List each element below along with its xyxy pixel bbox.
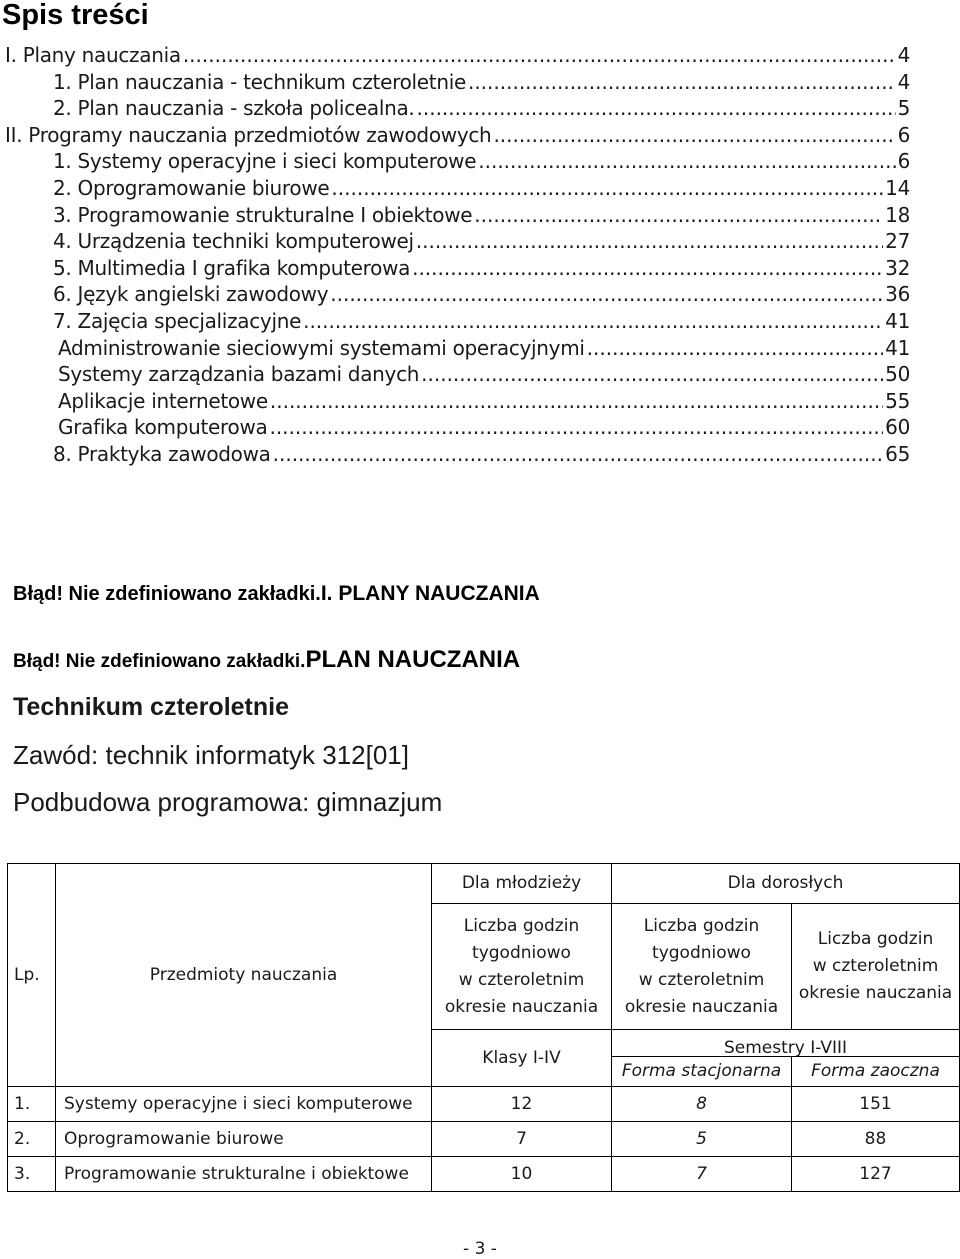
toc-entry-page: 41	[885, 308, 910, 333]
header-adults: Dla dorosłych	[612, 864, 960, 904]
toc-entry-label: 7. Zajęcia specjalizacyjne	[53, 308, 302, 333]
toc-entry[interactable]	[5, 388, 910, 415]
toc-entry-label: 2. Oprogramowanie biurowe	[53, 175, 330, 200]
school-type-heading: Technikum czteroletnie	[13, 693, 289, 721]
toc-entry[interactable]	[5, 202, 910, 229]
toc-entry-label: 8. Praktyka zawodowa	[53, 441, 271, 466]
row-youth-hours: 10	[432, 1157, 612, 1192]
toc-dot-leader	[468, 69, 896, 96]
toc-entry[interactable]	[5, 441, 910, 468]
header-form-day: Forma stacjonarna	[612, 1057, 792, 1087]
toc-dot-leader	[273, 441, 884, 468]
toc-entry-page: 5	[897, 96, 910, 121]
row-extramural-hours: 88	[792, 1122, 960, 1157]
toc-title: Spis treści	[2, 0, 149, 31]
header-subjects: Przedmioty nauczania	[56, 864, 432, 1087]
toc-dot-leader	[270, 388, 883, 415]
header-lp: Lp.	[8, 864, 56, 1087]
section-title-plan: PLAN NAUCZANIA	[305, 646, 521, 673]
toc-entry[interactable]	[5, 148, 910, 175]
toc-entry[interactable]	[5, 122, 910, 149]
toc-entry[interactable]	[5, 228, 910, 255]
toc-dot-leader	[587, 335, 883, 362]
row-lp: 2.	[8, 1122, 56, 1157]
toc-entry-page: 41	[885, 335, 910, 360]
toc-dot-leader	[493, 122, 895, 149]
toc-entry-label: Administrowanie sieciowymi systemami operacyjnymi	[58, 335, 585, 360]
table-of-contents	[5, 42, 910, 468]
toc-dot-leader	[412, 255, 883, 282]
toc-dot-leader	[269, 414, 883, 441]
toc-dot-leader	[478, 148, 895, 175]
toc-entry-page: 55	[885, 388, 910, 413]
toc-entry-label: 6. Język angielski zawodowy	[53, 282, 329, 307]
profession-heading: Zawód: technik informatyk 312[01]	[13, 740, 409, 770]
toc-entry-page: 4	[897, 43, 910, 67]
toc-entry-page: 6	[897, 149, 910, 174]
toc-entry-page: 18	[885, 202, 910, 227]
toc-entry[interactable]	[5, 308, 910, 335]
toc-entry-label: Systemy zarządzania bazami danych	[58, 362, 420, 387]
toc-entry-page: 65	[885, 441, 910, 466]
toc-entry-label: 4. Urządzenia techniki komputerowej	[53, 229, 414, 254]
toc-entry[interactable]	[5, 255, 910, 282]
bookmark-error-heading-2	[13, 646, 520, 674]
header-classes: Klasy I-IV	[432, 1030, 612, 1087]
toc-entry-page: 27	[885, 229, 910, 254]
toc-entry-label: 1. Plan nauczania - technikum czteroletnie	[53, 69, 466, 94]
toc-dot-leader	[416, 228, 883, 255]
toc-dot-leader	[417, 95, 896, 122]
toc-entry-page: 60	[885, 415, 910, 440]
toc-entry-page: 14	[885, 175, 910, 200]
row-day-hours: 5	[612, 1122, 792, 1157]
row-subject: Systemy operacyjne i sieci komputerowe	[56, 1087, 432, 1122]
toc-dot-leader	[421, 361, 883, 388]
table-row	[8, 1087, 960, 1122]
toc-entry-page: 6	[897, 122, 910, 147]
toc-entry[interactable]	[5, 95, 910, 122]
curriculum-table	[7, 863, 960, 1192]
header-hours-weekly-adults: Liczba godzin tygodniowo w czteroletnim okresie nauczania	[612, 904, 792, 1030]
toc-dot-leader	[303, 308, 883, 335]
toc-entry-label: 1. Systemy operacyjne i sieci komputerowe	[53, 149, 477, 174]
row-extramural-hours: 151	[792, 1087, 960, 1122]
row-day-hours: 8	[612, 1087, 792, 1122]
table-row	[8, 1122, 960, 1157]
toc-dot-leader	[330, 281, 883, 308]
row-youth-hours: 7	[432, 1122, 612, 1157]
row-day-hours: 7	[612, 1157, 792, 1192]
toc-entry[interactable]	[5, 175, 910, 202]
section-title-plans: I. PLANY NAUCZANIA	[320, 582, 540, 605]
toc-dot-leader	[183, 42, 896, 69]
page-number: - 3 -	[463, 1239, 497, 1259]
toc-dot-leader	[331, 175, 883, 202]
toc-entry[interactable]	[5, 69, 910, 96]
toc-entry-page: 50	[885, 362, 910, 387]
toc-entry-label: 5. Multimedia I grafika komputerowa	[53, 255, 411, 280]
header-semesters: Semestry I-VIII	[612, 1030, 960, 1057]
toc-entry[interactable]	[5, 281, 910, 308]
header-youth: Dla młodzieży	[432, 864, 612, 904]
toc-entry-page: 32	[885, 255, 910, 280]
row-subject: Oprogramowanie biurowe	[56, 1122, 432, 1157]
header-form-extramural: Forma zaoczna	[792, 1057, 960, 1087]
bookmark-error-text: Błąd! Nie zdefiniowano zakładki.	[13, 583, 321, 605]
toc-entry[interactable]	[5, 42, 910, 69]
toc-entry-label: I. Plany nauczania	[5, 43, 181, 67]
toc-entry[interactable]	[5, 335, 910, 362]
table-row	[8, 1157, 960, 1192]
toc-entry[interactable]	[5, 361, 910, 388]
toc-entry-label: 3. Programowanie strukturalne I obiektowe	[53, 202, 473, 227]
row-subject: Programowanie strukturalne i obiektowe	[56, 1157, 432, 1192]
header-hours-total-adults: Liczba godzin w czteroletnim okresie nauczania	[792, 904, 960, 1030]
toc-entry-label: Grafika komputerowa	[58, 415, 268, 440]
toc-entry-label: 2. Plan nauczania - szkoła policealna.	[53, 96, 415, 121]
row-extramural-hours: 127	[792, 1157, 960, 1192]
row-lp: 3.	[8, 1157, 56, 1192]
toc-entry[interactable]	[5, 414, 910, 441]
toc-entry-page: 36	[885, 282, 910, 307]
base-curriculum-heading: Podbudowa programowa: gimnazjum	[13, 787, 443, 817]
header-hours-weekly-youth: Liczba godzin tygodniowo w czteroletnim okresie nauczania	[432, 904, 612, 1030]
toc-dot-leader	[474, 202, 883, 229]
row-youth-hours: 12	[432, 1087, 612, 1122]
bookmark-error-heading-1	[13, 582, 540, 606]
toc-entry-page: 4	[897, 69, 910, 94]
toc-entry-label: Aplikacje internetowe	[58, 388, 268, 413]
row-lp: 1.	[8, 1087, 56, 1122]
bookmark-error-text: Błąd! Nie zdefiniowano zakładki.	[13, 651, 306, 672]
toc-entry-label: II. Programy nauczania przedmiotów zawodowych	[5, 122, 492, 147]
